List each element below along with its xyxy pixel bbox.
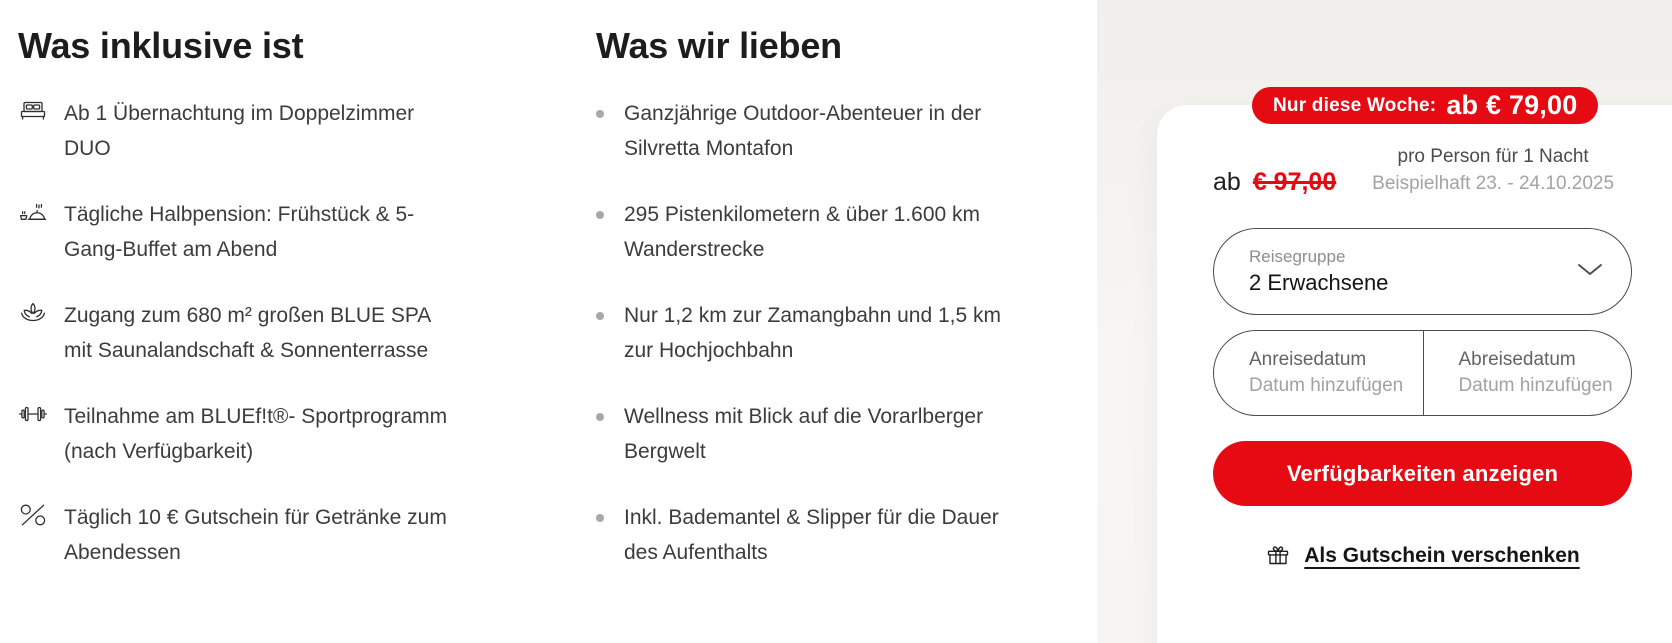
travel-group-value: 2 Erwachsene xyxy=(1249,270,1389,295)
list-item xyxy=(18,399,460,469)
per-person-text: pro Person für 1 Nacht xyxy=(1397,146,1589,167)
offer-badge-prefix: Nur diese Woche: xyxy=(1273,94,1437,116)
loved-item-text: Ganzjährige Outdoor-Abenteuer in der Silvretta Montafon xyxy=(624,102,982,160)
bullet-dot-icon xyxy=(596,514,604,522)
halfboard-icon xyxy=(18,199,48,229)
loved-section xyxy=(596,24,1032,601)
list-item xyxy=(18,298,460,368)
departure-date-placeholder: Datum hinzufügen xyxy=(1458,375,1613,396)
bed-icon xyxy=(18,98,48,128)
loved-title: Was wir lieben xyxy=(596,25,842,66)
list-item xyxy=(596,96,1032,166)
bullet-dot-icon xyxy=(596,110,604,118)
booking-card xyxy=(1157,90,1672,643)
bullet-dot-icon xyxy=(596,413,604,421)
spa-lotus-icon xyxy=(18,300,48,330)
included-list xyxy=(18,96,460,570)
price-info xyxy=(1354,143,1632,197)
travel-group-select[interactable] xyxy=(1213,228,1632,315)
departure-date-label: Abreisedatum xyxy=(1458,349,1576,370)
arrival-date-placeholder: Datum hinzufügen xyxy=(1249,375,1404,396)
loved-item-text: 295 Pistenkilometern & über 1.600 km Wanderstrecke xyxy=(624,203,981,261)
show-availability-button[interactable]: Verfügbarkeiten anzeigen xyxy=(1213,441,1632,506)
arrival-date-label: Anreisedatum xyxy=(1249,349,1367,370)
loved-list xyxy=(596,96,1032,570)
list-item xyxy=(596,500,1032,570)
percent-icon xyxy=(18,502,48,532)
loved-item-text: Inkl. Bademantel & Slipper für die Dauer des Aufenthalts xyxy=(624,506,999,564)
old-price-group xyxy=(1213,168,1336,197)
list-item xyxy=(18,96,460,166)
date-range-field xyxy=(1213,330,1632,416)
offer-badge-price: ab € 79,00 xyxy=(1446,90,1578,120)
included-item-text: Tägliche Halbpension: Frühstück & 5-Gang-Buffet am Abend xyxy=(64,203,415,261)
list-item xyxy=(18,500,460,570)
gift-voucher-link[interactable]: Als Gutschein verschenken xyxy=(1304,544,1580,567)
price-row xyxy=(1213,143,1632,197)
list-item xyxy=(596,197,1032,267)
example-dates-text: Beispielhaft 23. - 24.10.2025 xyxy=(1372,173,1615,194)
list-item xyxy=(18,197,460,267)
loved-item-text: Nur 1,2 km zur Zamangbahn und 1,5 km zur Hochjochbahn xyxy=(624,304,1002,362)
included-item-text: Teilnahme am BLUEf!t®- Sportprogramm (nach Verfügbarkeit) xyxy=(64,405,448,463)
gift-voucher-row xyxy=(1213,543,1632,569)
bullet-dot-icon xyxy=(596,211,604,219)
included-item-text: Ab 1 Übernachtung im Doppelzimmer DUO xyxy=(64,102,415,160)
dumbbell-icon xyxy=(18,401,48,431)
included-section xyxy=(18,24,460,601)
loved-item-text: Wellness mit Blick auf die Vorarlberger Bergwelt xyxy=(624,405,984,463)
booking-panel xyxy=(1097,0,1672,643)
ab-label: ab xyxy=(1213,168,1241,196)
bullet-dot-icon xyxy=(596,312,604,320)
list-item xyxy=(596,298,1032,368)
departure-date-field[interactable] xyxy=(1423,331,1632,415)
list-item xyxy=(596,399,1032,469)
booking-card-content xyxy=(1213,143,1632,569)
offer-badge xyxy=(1252,87,1598,124)
included-title: Was inklusive ist xyxy=(18,25,304,66)
travel-group-label: Reisegruppe xyxy=(1249,247,1346,266)
arrival-date-field[interactable] xyxy=(1214,331,1423,415)
gift-icon xyxy=(1265,543,1291,569)
included-item-text: Zugang zum 680 m² großen BLUE SPA mit Saunalandschaft & Sonnenterrasse xyxy=(64,304,431,362)
included-item-text: Täglich 10 € Gutschein für Getränke zum Abendessen xyxy=(64,506,447,564)
old-price: € 97,00 xyxy=(1252,168,1337,196)
chevron-down-icon xyxy=(1577,262,1603,281)
